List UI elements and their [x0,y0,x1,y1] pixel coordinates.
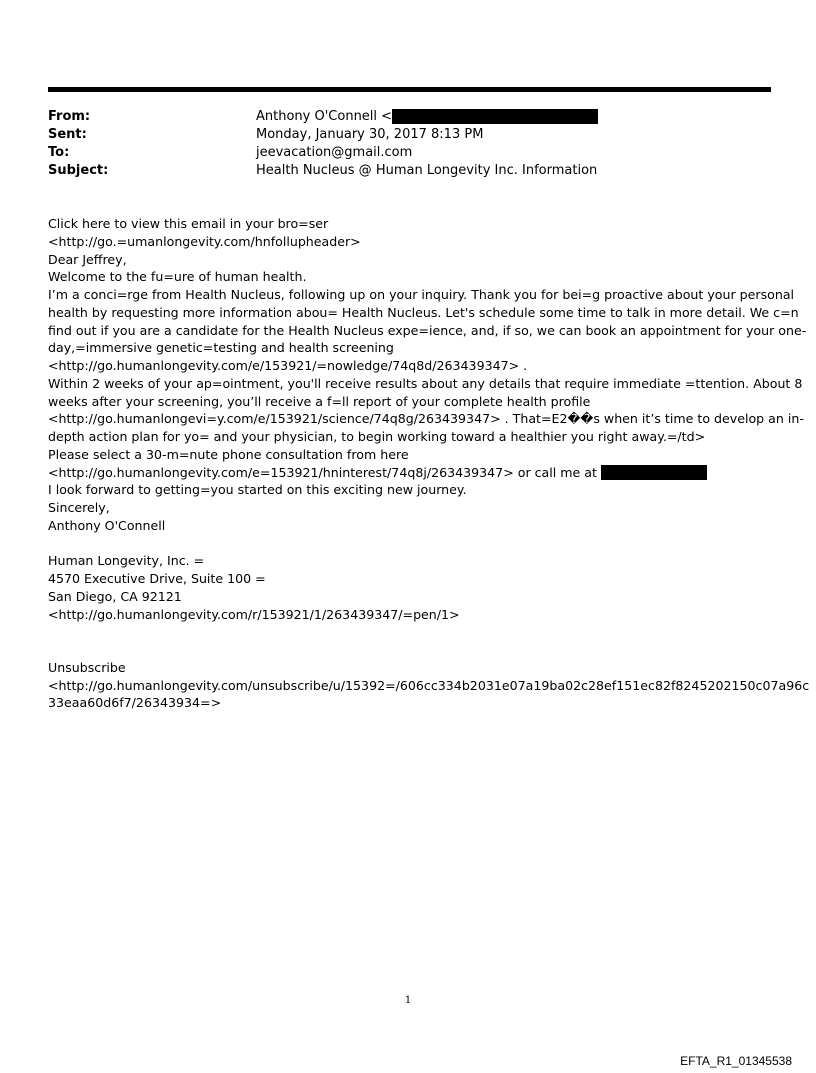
sent-label: Sent: [48,127,87,142]
body-line: Sincerely, [48,500,110,515]
redaction-box [392,109,598,124]
sent-value: Monday, January 30, 2017 8:13 PM [256,127,484,142]
address-line: San Diego, CA 92121 [48,588,182,604]
unsubscribe-link-cont[interactable]: 33eaa60d6f7/26343934=> [48,695,222,711]
body-line: Dear Jeffrey, [48,251,127,267]
body-line: find out if you are a candidate for the Health Nucleus expe=ience, and, if so, we can book an appointment for your one- [48,322,807,338]
blank-line [48,641,771,659]
body-line: day,=immersive genetic=testing and health screening [48,340,394,356]
page-number: 1 [404,995,412,1006]
address-line: 4570 Executive Drive, Suite 100 = [48,571,266,586]
body-line: depth action plan for yo= and your physician, to begin working toward a healthier you right away.=/td> [48,429,706,444]
address-line: Human Longevity, Inc. = [48,553,205,569]
to-value: jeevacation@gmail.com [256,145,413,160]
body-line: weeks after your screening, you’ll receive a f=ll report of your complete health profile [48,393,591,409]
body-line: <http://go.humanlongevi=y.com/e/153921/science/74q8g/263439347> . That=E2��s when it’s time to develop an in- [48,411,804,427]
email-body [48,215,810,712]
body-line: health by requesting more information abou= Health Nucleus. Let's schedule some time to talk in more detail. We c=n [48,304,799,320]
subject-value: Health Nucleus @ Human Longevity Inc. Information [256,163,598,178]
body-line: <http://go.=umanlongevity.com/hnfollupheader> [48,233,361,249]
subject-label: Subject: [48,163,109,178]
from-value [256,108,598,126]
blank-line [48,623,771,641]
body-line: Within 2 weeks of your ap=ointment, you'll receive results about any details that require immediate =ttention. About 8 [48,375,803,391]
to-row [48,144,771,162]
body-line: I look forward to getting=you started on this exciting new journey. [48,482,467,498]
sent-row [48,126,771,144]
from-sender: Anthony O'Connell < [256,109,393,124]
body-line: <http://go.humanlongevity.com/e/153921/=nowledge/74q8d/263439347> . [48,358,528,373]
body-line: I’m a conci=rge from Health Nucleus, following up on your inquiry. Thank you for bei=g proactive about your personal [48,287,795,302]
phone-line-text: <http://go.humanlongevity.com/e=153921/hninterest/74q8j/263439347> or call me at [48,464,597,480]
signature-name: Anthony O'Connell [48,517,166,533]
body-line: Click here to view this email in your bro=ser [48,216,329,231]
from-row [48,108,771,126]
to-label: To: [48,145,70,160]
header-rule [48,87,771,92]
body-line: Please select a 30-m=nute phone consultation from here [48,446,409,462]
body-line-phone [48,464,771,482]
redaction-box [601,465,707,480]
body-line: Welcome to the fu=ure of human health. [48,269,307,285]
subject-row [48,162,771,180]
unsubscribe-link[interactable]: <http://go.humanlongevity.com/unsubscribe/u/15392=/606cc334b2031e07a19ba02c28ef151ec82f8245202150c07a96c [48,677,810,693]
blank-line [48,535,771,553]
from-label: From: [48,109,91,124]
unsubscribe-label[interactable]: Unsubscribe [48,659,126,675]
document-id: EFTA_R1_01345538 [680,1054,792,1068]
address-link[interactable]: <http://go.humanlongevity.com/r/153921/1/263439347/=pen/1> [48,606,460,622]
